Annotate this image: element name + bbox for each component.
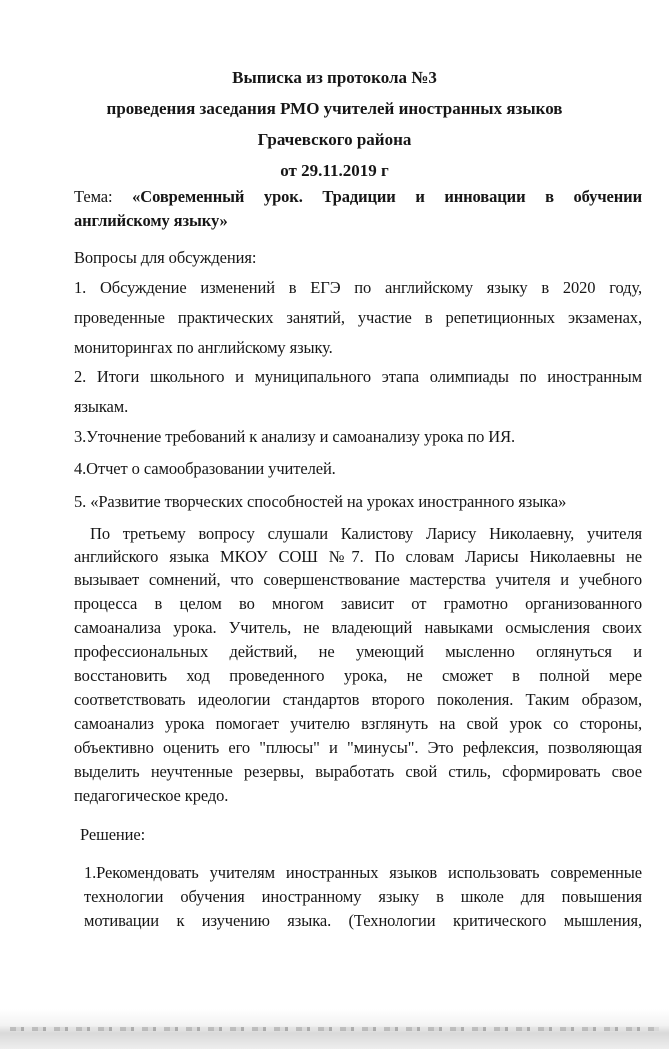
topic-line-1 xyxy=(74,186,642,208)
question-3: 3.Уточнение требований к анализу и самоанализу урока по ИЯ. xyxy=(74,427,515,446)
body-line-11: выделить неучтенные резервы, выработать свой стиль, сформировать свое xyxy=(74,762,642,781)
district-name: Грачевского района xyxy=(257,130,412,149)
question-2-line-1: 2. Итоги школьного и муниципального этапа олимпиады по иностранным xyxy=(74,367,642,386)
topic-label: Тема: xyxy=(74,187,133,206)
decision-heading: Решение: xyxy=(80,825,146,844)
body-line-2: английского языка МКОУ СОШ №7. По словам Ларисы Николаевны не xyxy=(74,547,642,566)
document-subtitle: проведения заседания РМО учителей иностранных языков xyxy=(106,99,563,118)
document-date: от 29.11.2019 г xyxy=(280,161,389,180)
body-line-4: процесса в целом во многом зависит от грамотно организованного xyxy=(74,594,642,613)
question-2-line-2: языкам. xyxy=(74,397,129,416)
question-1-line-3: мониторингах по английскому языку. xyxy=(74,338,333,357)
document-header xyxy=(0,62,669,186)
questions-heading: Вопросы для обсуждения: xyxy=(74,248,257,267)
body-line-12: педагогическое кредо. xyxy=(74,786,229,805)
body-line-7: восстановить ход проведенного урока, не сможет в полной мере xyxy=(74,666,642,685)
question-4: 4.Отчет о самообразовании учителей. xyxy=(74,459,336,478)
decision-line-2: технологии обучения иностранному языку в школе для повышения xyxy=(84,887,642,906)
topic-text: «Современный урок. Традиции и инновации в обучении xyxy=(132,187,642,206)
body-line-3: вызывает сомнений, что совершенствование мастерства учителя и учебного xyxy=(74,570,642,589)
torn-edge-texture xyxy=(10,1027,659,1031)
question-1-line-1: 1. Обсуждение изменений в ЕГЭ по английскому языку в 2020 году, xyxy=(74,278,642,297)
decision-line-3: мотивации к изучению языка. (Технологии критического мышления, xyxy=(84,911,642,930)
body-line-9: самоанализ урока помогает учителю взглянуть на свой урок со стороны, xyxy=(74,714,642,733)
body-line-8: соответствовать идеологии стандартов второго поколения. Таким образом, xyxy=(74,690,642,709)
question-5: 5. «Развитие творческих способностей на уроках иностранного языка» xyxy=(74,492,567,511)
page-bottom-edge xyxy=(0,1009,669,1049)
body-line-6: профессиональных действий, не умеющий мысленно оглянуться и xyxy=(74,642,642,661)
body-line-1: По третьему вопросу слушали Калистову Ларису Николаевну, учителя xyxy=(90,524,642,543)
document-title: Выписка из протокола №3 xyxy=(232,68,437,87)
body-line-5: самоанализа урока. Учитель, не владеющий навыками осмысления своих xyxy=(74,618,642,637)
topic-line-2: английскому языку» xyxy=(74,211,228,230)
body-line-10: объективно оценить его "плюсы" и "минусы". Это рефлексия, позволяющая xyxy=(74,738,642,757)
question-1-line-2: проведенные практических занятий, участие в репетиционных экзаменах, xyxy=(74,308,642,327)
decision-line-1: 1.Рекомендовать учителям иностранных языков использовать современные xyxy=(84,863,642,882)
